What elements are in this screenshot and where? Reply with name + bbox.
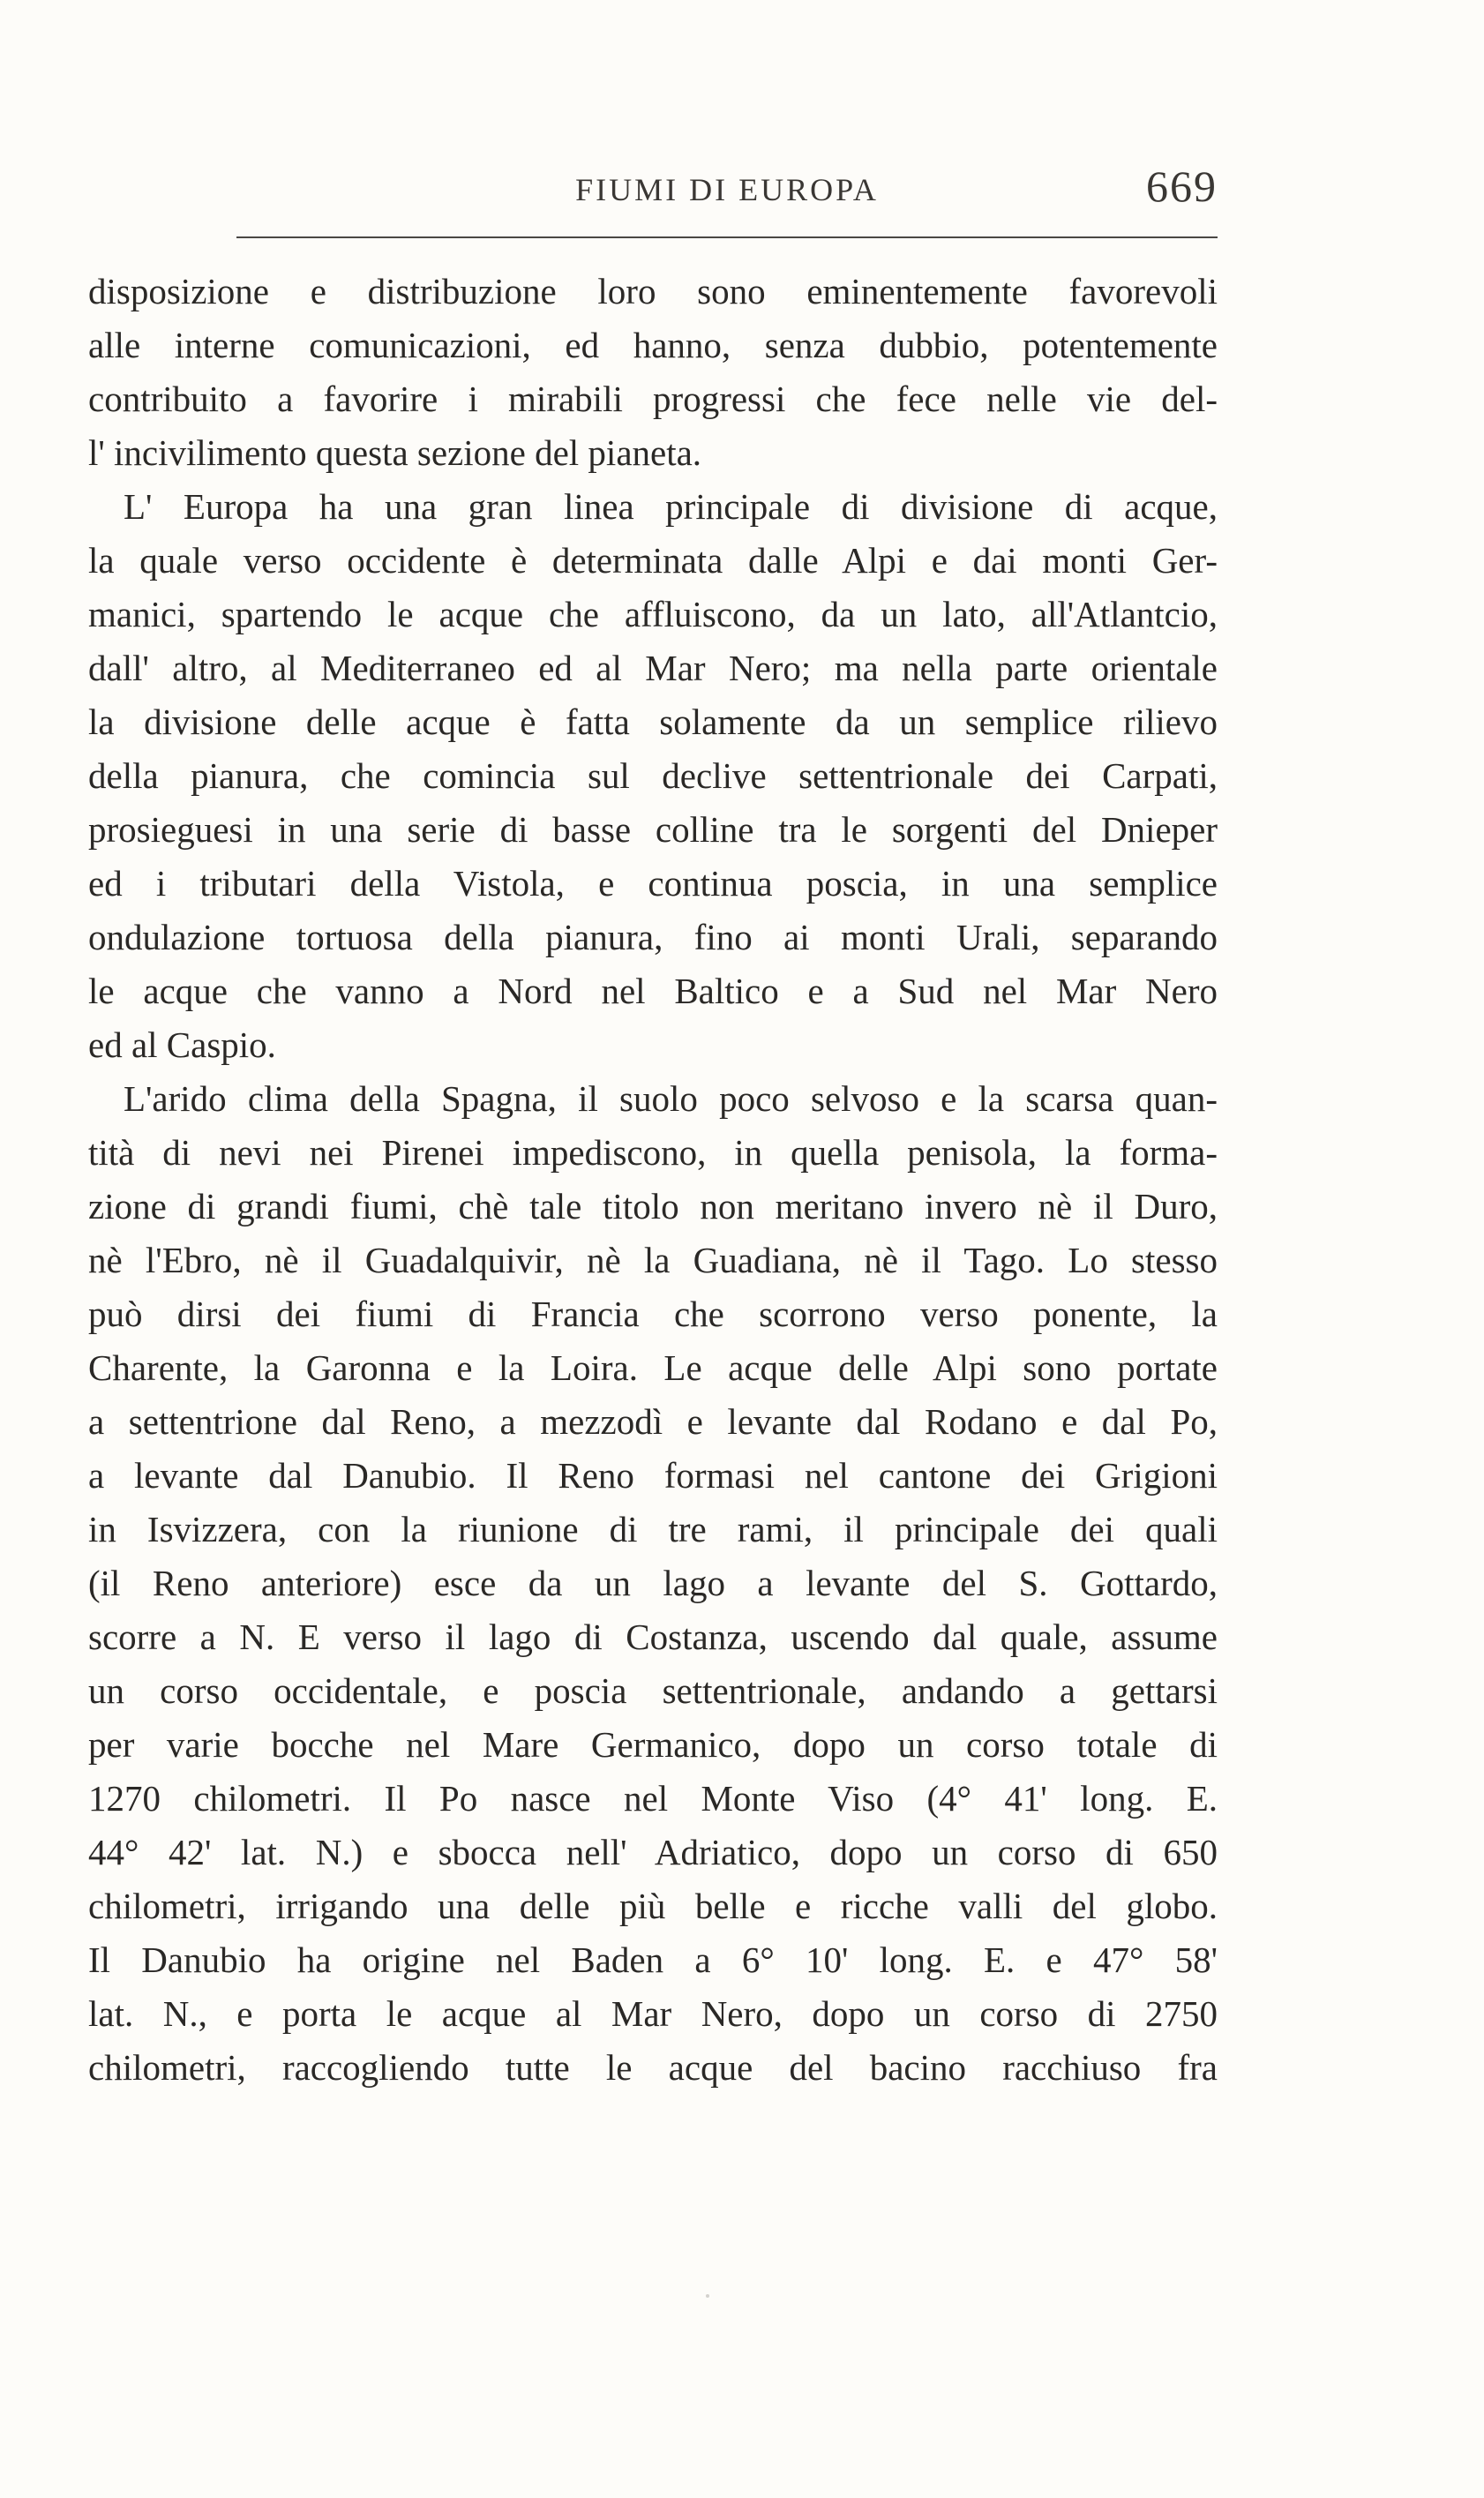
text-line: per varie bocche nel Mare Germanico, dopo un corso totale di xyxy=(88,1724,1218,1765)
text-line: Charente, la Garonna e la Loira. Le acque delle Alpi sono portate xyxy=(88,1347,1218,1388)
text-line: dall' altro, al Mediterraneo ed al Mar Nero; ma nella parte orientale xyxy=(88,648,1218,688)
text-line: tità di nevi nei Pirenei impediscono, in quella penisola, la forma- xyxy=(88,1132,1218,1173)
text-line: in Isvizzera, con la riunione di tre rami, il principale dei quali xyxy=(88,1509,1218,1549)
header-rule xyxy=(236,236,1218,238)
running-head xyxy=(236,161,1218,222)
text-line: L'arido clima della Spagna, il suolo poco selvoso e la scarsa quan- xyxy=(124,1078,1218,1119)
text-line: ed al Caspio. xyxy=(88,1024,276,1065)
text-line: un corso occidentale, e poscia settentrionale, andando a gettarsi xyxy=(88,1670,1218,1711)
text-line: prosieguesi in una serie di basse colline tra le sorgenti del Dnieper xyxy=(88,809,1218,850)
paper-speck xyxy=(706,2294,709,2298)
text-line: le acque che vanno a Nord nel Baltico e a Sud nel Mar Nero xyxy=(88,971,1218,1011)
body-text xyxy=(88,265,1218,2095)
text-line: Il Danubio ha origine nel Baden a 6° 10' long. E. e 47° 58' xyxy=(88,1939,1218,1980)
text-line: può dirsi dei fiumi di Francia che scorrono verso ponente, la xyxy=(88,1294,1218,1334)
text-line: chilometri, irrigando una delle più belle e ricche valli del globo. xyxy=(88,1886,1218,1926)
text-line: 44° 42' lat. N.) e sbocca nell' Adriatico, dopo un corso di 650 xyxy=(88,1832,1218,1872)
text-line: alle interne comunicazioni, ed hanno, senza dubbio, potentemente xyxy=(88,325,1218,365)
text-line: della pianura, che comincia sul declive settentrionale dei Carpati, xyxy=(88,755,1218,796)
text-line: l' incivilimento questa sezione del pianeta. xyxy=(88,432,702,473)
text-line: chilometri, raccogliendo tutte le acque del bacino racchiuso fra xyxy=(88,2047,1218,2088)
text-line: ed i tributari della Vistola, e continua poscia, in una semplice xyxy=(88,863,1218,904)
running-title: FIUMI DI EUROPA xyxy=(575,172,879,207)
text-line: zione di grandi fiumi, chè tale titolo non meritano invero nè il Duro, xyxy=(88,1186,1218,1226)
text-line: a settentrione dal Reno, a mezzodì e levante dal Rodano e dal Po, xyxy=(88,1401,1218,1442)
text-line: la divisione delle acque è fatta solamente da un semplice rilievo xyxy=(88,701,1218,742)
text-line: disposizione e distribuzione loro sono eminentemente favorevoli xyxy=(88,271,1218,311)
text-line: la quale verso occidente è determinata dalle Alpi e dai monti Ger- xyxy=(88,540,1218,581)
text-line: nè l'Ebro, nè il Guadalquivir, nè la Guadiana, nè il Tago. Lo stesso xyxy=(88,1240,1218,1280)
page-number: 669 xyxy=(1146,161,1218,211)
text-line: a levante dal Danubio. Il Reno formasi nel cantone dei Grigioni xyxy=(88,1455,1218,1496)
text-line: scorre a N. E verso il lago di Costanza, uscendo dal quale, assume xyxy=(88,1617,1218,1657)
text-line: lat. N., e porta le acque al Mar Nero, dopo un corso di 2750 xyxy=(88,1993,1218,2034)
text-line: L' Europa ha una gran linea principale di divisione di acque, xyxy=(124,486,1218,527)
text-line: (il Reno anteriore) esce da un lago a levante del S. Gottardo, xyxy=(88,1563,1218,1603)
text-line: ondulazione tortuosa della pianura, fino ai monti Urali, separando xyxy=(88,917,1218,957)
text-line: 1270 chilometri. Il Po nasce nel Monte Viso (4° 41' long. E. xyxy=(88,1778,1218,1819)
text-line: contribuito a favorire i mirabili progressi che fece nelle vie del- xyxy=(88,379,1218,419)
text-line: manici, spartendo le acque che affluiscono, da un lato, all'Atlantcio, xyxy=(88,594,1218,634)
